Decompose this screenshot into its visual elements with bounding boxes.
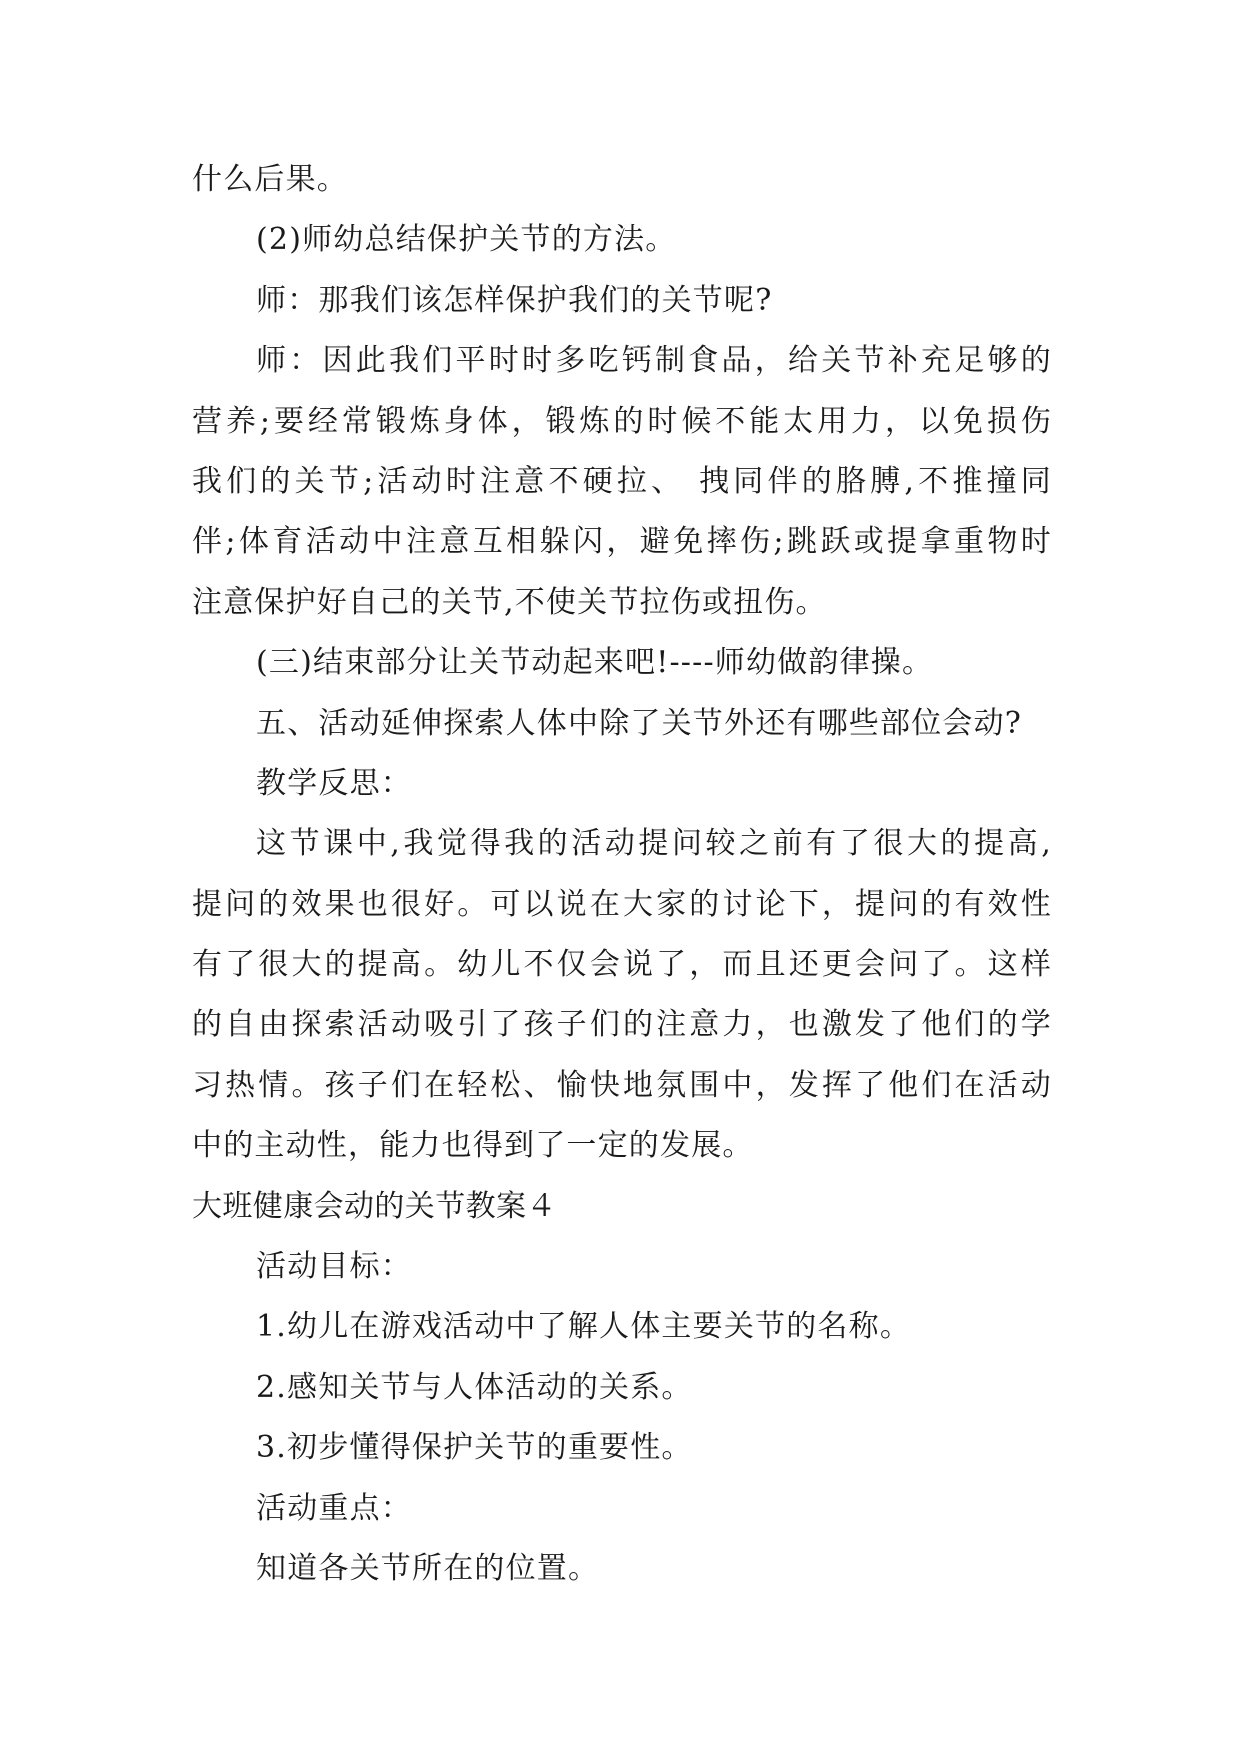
paragraph-line: (三)结束部分让关节动起来吧!----师幼做韵律操。	[256, 645, 934, 681]
paragraph-line: 中的主动性，能力也得到了一定的发展。	[192, 1128, 754, 1164]
paragraph-line: (2)师幼总结保护关节的方法。	[256, 222, 677, 258]
section-label: 活动目标：	[256, 1249, 412, 1285]
section-heading: 大班健康会动的关节教案４	[192, 1188, 557, 1224]
section-label: 活动重点：	[256, 1490, 412, 1526]
list-item: 2.感知关节与人体活动的关系。	[256, 1369, 693, 1405]
paragraph-line: 什么后果。	[192, 162, 348, 197]
document-body	[192, 150, 1052, 1599]
paragraph-line: 师：那我们该怎样保护我们的关节呢?	[256, 282, 773, 318]
paragraph-line: 习热情。孩子们在轻松、愉快地氛围中，发挥了他们在活动	[192, 1067, 1052, 1103]
list-item: 3.初步懂得保护关节的重要性。	[256, 1430, 693, 1466]
paragraph-line: 有了很大的提高。幼儿不仅会说了，而且还更会问了。这样	[192, 947, 1052, 983]
paragraph-line: 营养;要经常锻炼身体，锻炼的时候不能太用力，以免损伤	[192, 403, 1052, 439]
paragraph-line: 注意保护好自己的关节,不使关节拉伤或扭伤。	[192, 584, 827, 620]
paragraph-line: 的自由探索活动吸引了孩子们的注意力，也激发了他们的学	[192, 1007, 1052, 1043]
paragraph-line: 我们的关节;活动时注意不硬拉、 拽同伴的胳膊,不推撞同	[192, 463, 1052, 499]
paragraph-line: 提问的效果也很好。可以说在大家的讨论下，提问的有效性	[192, 886, 1052, 922]
list-item: 1.幼儿在游戏活动中了解人体主要关节的名称。	[256, 1309, 912, 1345]
paragraph-line: 这节课中,我觉得我的活动提问较之前有了很大的提高,	[256, 826, 1052, 862]
paragraph-line: 五、活动延伸探索人体中除了关节外还有哪些部位会动?	[256, 705, 1023, 741]
section-label: 教学反思：	[256, 765, 412, 801]
paragraph-line: 师：因此我们平时时多吃钙制食品，给关节补充足够的	[256, 343, 1052, 379]
paragraph-line: 伴;体育活动中注意互相躲闪，避免摔伤;跳跃或提拿重物时	[192, 524, 1052, 560]
paragraph-line: 知道各关节所在的位置。	[256, 1550, 600, 1586]
